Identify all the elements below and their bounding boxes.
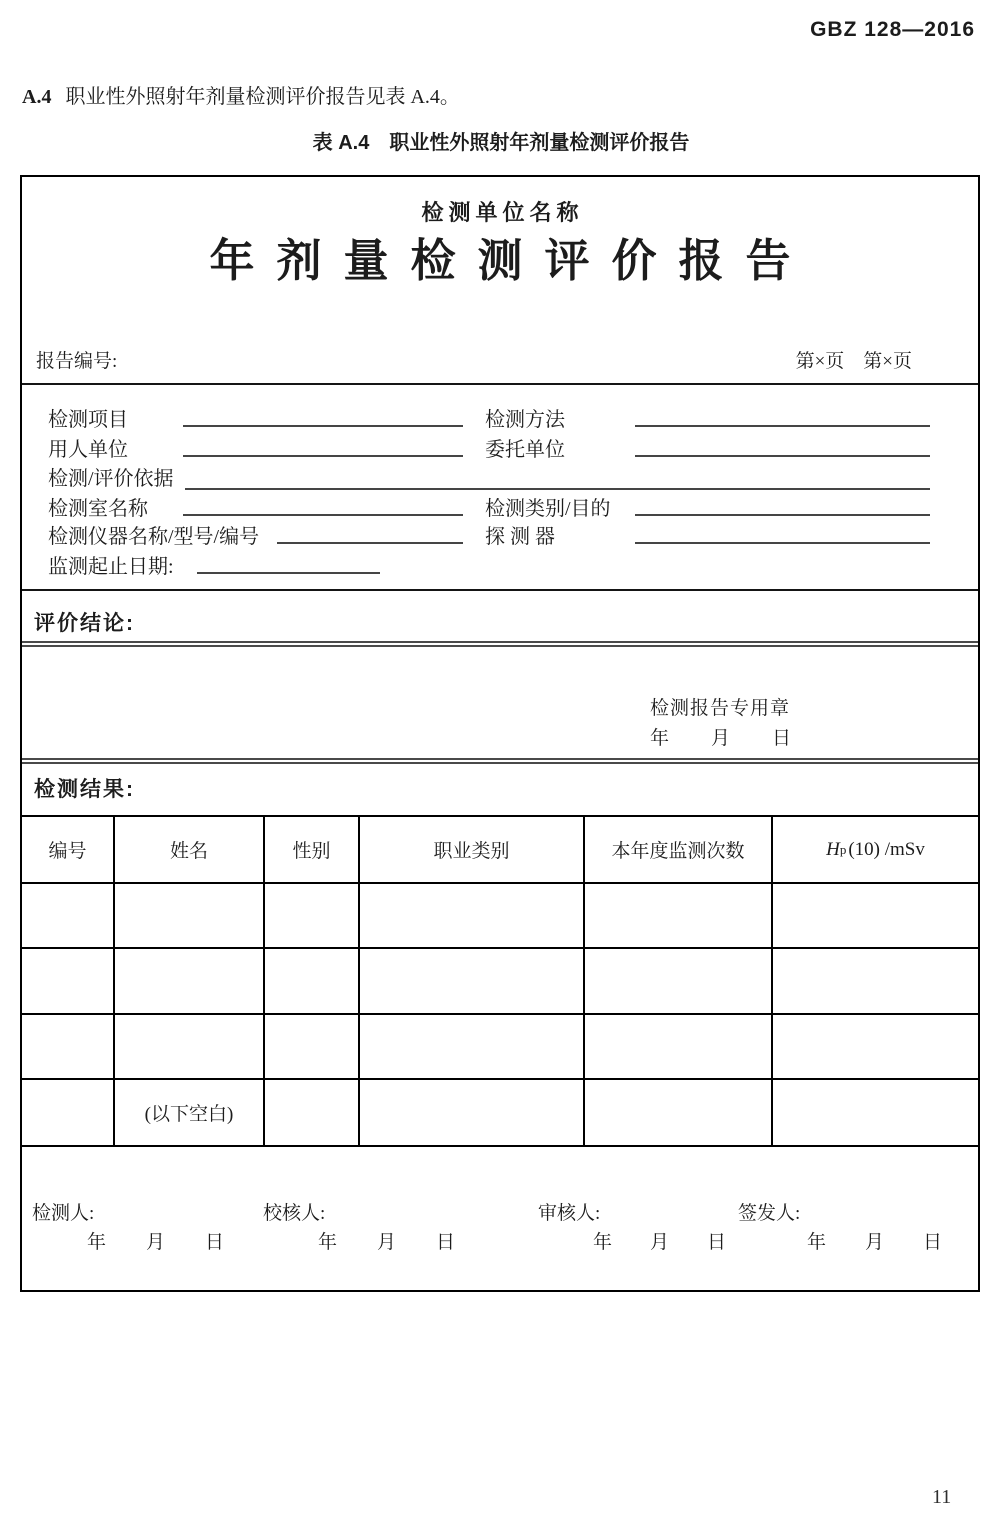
signature-label-tester: 检测人: <box>32 1203 95 1224</box>
table-cell <box>265 949 360 1015</box>
table-cell <box>360 884 585 949</box>
intro-text: 职业性外照射年剂量检测评价报告见表 A.4。 <box>65 86 460 108</box>
blank-line-lab-name <box>183 514 463 516</box>
field-label-instrument: 检测仪器名称/型号/编号 <box>48 526 260 548</box>
report-number-label: 报告编号: <box>36 351 118 372</box>
date-unit-month: 月 <box>650 1232 670 1253</box>
table-cell <box>115 1015 265 1080</box>
date-unit-day: 日 <box>205 1232 225 1253</box>
double-rule <box>22 641 978 647</box>
date-unit-month: 月 <box>146 1232 166 1253</box>
table-cell <box>585 884 773 949</box>
field-label-test-category: 检测类别/目的 <box>485 498 611 520</box>
date-unit-day: 日 <box>707 1232 727 1253</box>
table-cell <box>360 1015 585 1080</box>
hp-unit: (10) /mSv <box>848 838 925 860</box>
hp-symbol: H <box>826 838 840 860</box>
date-unit-year: 年 <box>807 1232 827 1253</box>
table-cell <box>585 949 773 1015</box>
blank-line-instrument <box>277 542 463 544</box>
table-cell <box>22 1080 115 1147</box>
table-cell <box>22 884 115 949</box>
table-cell <box>22 949 115 1015</box>
seal-date-line <box>650 723 791 750</box>
field-label-lab-name: 检测室名称 <box>48 498 148 520</box>
col-header-occupation: 职业类别 <box>360 817 585 884</box>
date-unit-year: 年 <box>593 1232 613 1253</box>
section-divider <box>22 383 978 385</box>
field-label-monitor-dates: 监测起止日期: <box>48 556 174 578</box>
date-unit-year: 年 <box>87 1232 107 1253</box>
evaluation-heading: 评价结论: <box>34 612 135 635</box>
table-cell <box>360 949 585 1015</box>
results-heading: 检测结果: <box>34 778 135 801</box>
clause-number: A.4 <box>22 86 52 108</box>
col-header-hp10 <box>773 817 978 884</box>
table-cell <box>585 1080 773 1147</box>
date-unit-day: 日 <box>772 728 792 749</box>
page-number: 11 <box>932 1486 952 1508</box>
blank-line-basis <box>185 488 930 490</box>
blank-line-test-method <box>635 425 930 427</box>
col-header-id: 编号 <box>22 817 115 884</box>
blank-line-client <box>635 455 930 457</box>
org-name-line: 检测单位名称 <box>421 200 584 225</box>
table-cell <box>773 1080 978 1147</box>
signature-date-line <box>87 1227 224 1254</box>
col-header-sex: 性别 <box>265 817 360 884</box>
table-cell <box>773 1015 978 1080</box>
date-unit-month: 月 <box>711 728 731 749</box>
date-unit-day: 日 <box>436 1232 456 1253</box>
table-cell <box>773 884 978 949</box>
page-marker: 第×页 第×页 <box>795 351 912 372</box>
field-label-detector: 探 测 器 <box>485 526 555 548</box>
hp-subscript: p <box>839 841 847 857</box>
date-unit-year: 年 <box>318 1232 338 1253</box>
date-unit-month: 月 <box>865 1232 885 1253</box>
report-title: 年剂量检测评价报告 <box>209 235 813 286</box>
blank-line-detector <box>635 542 930 544</box>
blank-line-employer <box>183 455 463 457</box>
signature-date-line <box>807 1227 942 1254</box>
blank-note-cell: (以下空白) <box>115 1080 265 1147</box>
table-cell <box>265 1015 360 1080</box>
field-label-basis: 检测/评价依据 <box>48 468 174 490</box>
blank-line-monitor-dates <box>197 572 380 574</box>
signature-label-issuer: 签发人: <box>738 1203 801 1224</box>
blank-line-test-category <box>635 514 930 516</box>
results-table <box>22 815 978 1147</box>
date-unit-day: 日 <box>923 1232 943 1253</box>
section-divider <box>22 589 978 591</box>
field-label-test-method: 检测方法 <box>485 409 565 431</box>
table-cell <box>265 1080 360 1147</box>
field-label-employer: 用人单位 <box>48 439 128 461</box>
report-form-box <box>20 175 980 1292</box>
field-label-client: 委托单位 <box>485 439 565 461</box>
blank-line-test-item <box>183 425 463 427</box>
seal-label: 检测报告专用章 <box>650 698 791 719</box>
intro-paragraph <box>22 80 460 109</box>
date-unit-month: 月 <box>377 1232 397 1253</box>
standard-code: GBZ 128—2016 <box>810 18 975 41</box>
table-cell <box>585 1015 773 1080</box>
field-label-test-item: 检测项目 <box>48 409 128 431</box>
signature-label-reviewer: 审核人: <box>538 1203 601 1224</box>
col-header-monitor-count: 本年度监测次数 <box>585 817 773 884</box>
double-rule <box>22 758 978 764</box>
col-header-name: 姓名 <box>115 817 265 884</box>
table-cell <box>115 949 265 1015</box>
table-cell <box>115 884 265 949</box>
signature-date-line <box>593 1227 726 1254</box>
table-cell <box>773 949 978 1015</box>
table-cell <box>22 1015 115 1080</box>
signature-label-checker: 校核人: <box>263 1203 326 1224</box>
table-caption: 表 A.4 职业性外照射年剂量检测评价报告 <box>312 132 690 154</box>
signature-date-line <box>318 1227 455 1254</box>
date-unit-year: 年 <box>650 728 670 749</box>
table-cell <box>265 884 360 949</box>
table-cell <box>360 1080 585 1147</box>
